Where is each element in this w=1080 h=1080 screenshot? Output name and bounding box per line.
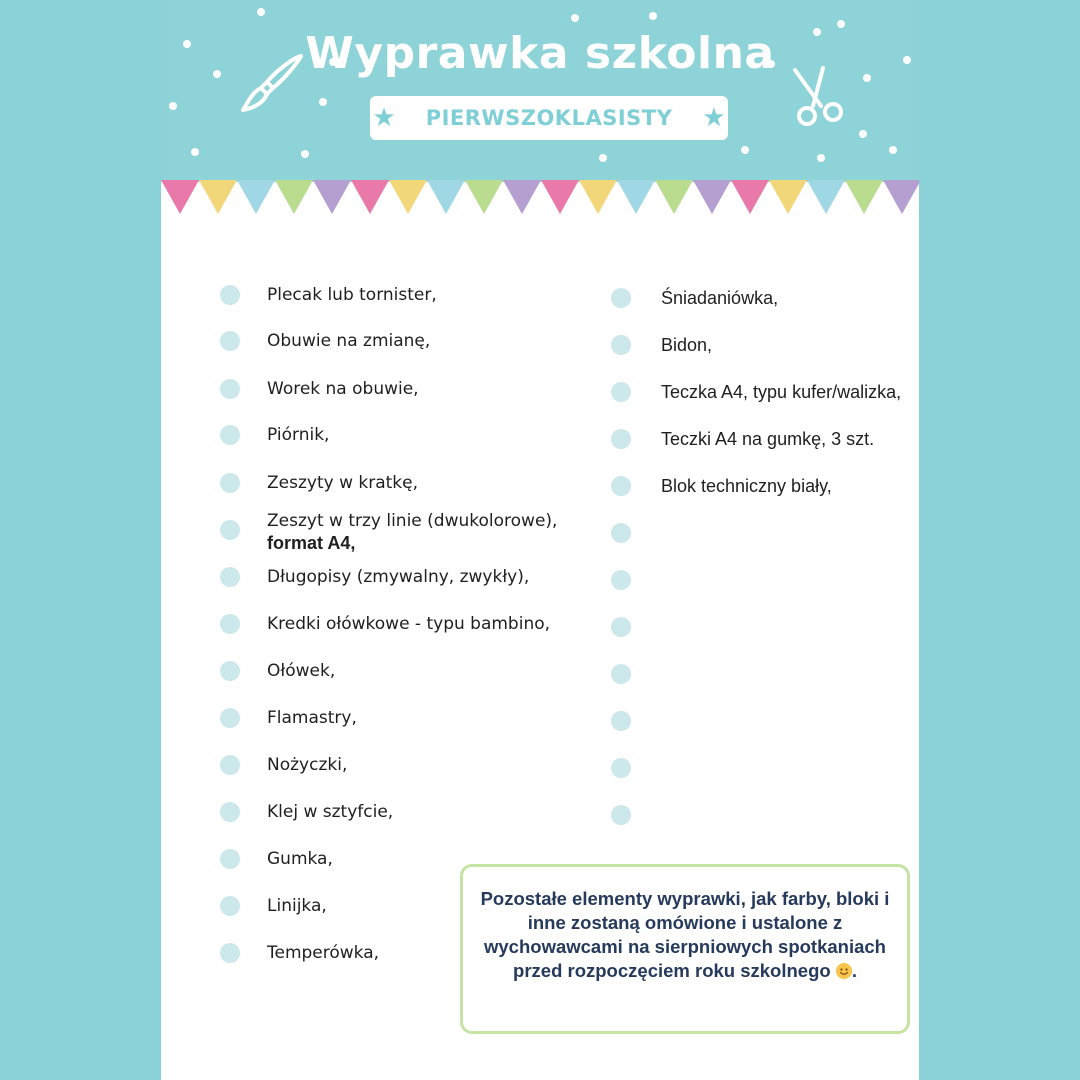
header-banner [161,0,919,182]
confetti-dot [741,146,749,154]
bunting-flag [807,180,845,214]
bunting-flag [655,180,693,214]
list-item-label: Nożyczki, [267,755,348,775]
bunting-flag [237,180,275,214]
bunting-flag [617,180,655,214]
bunting-flag [351,180,389,214]
checkbox-circle[interactable] [220,896,240,916]
list-item-label: Gumka, [267,849,333,869]
checkbox-circle[interactable] [220,802,240,822]
subtitle-banner [370,96,728,140]
list-item-line-bold: format A4, [267,533,356,553]
note-text [477,887,893,983]
bunting-flag [845,180,883,214]
checkbox-circle[interactable] [220,661,240,681]
checkbox-circle[interactable] [611,523,631,543]
checkbox-circle[interactable] [611,335,631,355]
list-item-label: Ołówek, [267,661,336,681]
bunting-flag [275,180,313,214]
bunting-decoration [161,180,919,216]
bunting-flag [541,180,579,214]
bunting-flag [199,180,237,214]
list-item-label: Długopisy (zmywalny, zwykły), [267,567,530,587]
checkbox-circle[interactable] [611,476,631,496]
bunting-flag [579,180,617,214]
list-item-label: Piórnik, [267,425,330,445]
checkbox-circle[interactable] [611,382,631,402]
bunting-flag [731,180,769,214]
confetti-dot [817,154,825,162]
list-item-label: Worek na obuwie, [267,379,419,399]
checkbox-circle[interactable] [220,379,240,399]
confetti-dot [837,20,845,28]
checkbox-circle[interactable] [220,473,240,493]
note-box [460,864,910,1034]
star-icon: ★ [372,103,396,133]
checkbox-circle[interactable] [611,758,631,778]
checkbox-circle[interactable] [220,567,240,587]
checkbox-circle[interactable] [611,711,631,731]
checkbox-circle[interactable] [611,617,631,637]
checkbox-circle[interactable] [220,285,240,305]
confetti-dot [649,12,657,20]
checkbox-circle[interactable] [220,755,240,775]
checkbox-circle[interactable] [611,570,631,590]
confetti-dot [571,14,579,22]
checkbox-circle[interactable] [220,708,240,728]
list-item-label: Obuwie na zmianę, [267,331,431,351]
confetti-dot [257,8,265,16]
checkbox-circle[interactable] [220,614,240,634]
checkbox-circle[interactable] [220,425,240,445]
checkbox-circle[interactable] [611,429,631,449]
list-item-label: Kredki ołówkowe - typu bambino, [267,614,551,634]
confetti-dot [599,154,607,162]
note-end: . [851,960,857,981]
list-item-label: Teczki A4 na gumkę, 3 szt. [661,429,875,449]
checkbox-circle[interactable] [220,943,240,963]
page-title: Wyprawka szkolna [305,28,775,79]
checkbox-circle[interactable] [220,520,240,540]
list-item-label: Śniadaniówka, [661,288,779,308]
confetti-dot [301,150,309,158]
list-item-label: Bidon, [661,335,713,355]
smiley-icon [836,963,852,979]
checkbox-circle[interactable] [611,288,631,308]
checkbox-circle[interactable] [611,664,631,684]
checkbox-circle[interactable] [611,805,631,825]
bunting-flag [769,180,807,214]
list-item-label: Flamastry, [267,708,357,728]
list-item-label: Temperówka, [267,943,380,963]
checkbox-circle[interactable] [220,849,240,869]
list-item-line: Zeszyt w trzy linie (dwukolorowe), [267,511,558,531]
checklist-sheet [161,0,919,1080]
note-body: Pozostałe elementy wyprawki, jak farby, bloki i inne zostaną omówione i ustalone z wychowawcami na sierpniowych spotkaniach przed rozpoczęciem roku szkolnego [480,888,890,981]
confetti-dot [169,102,177,110]
confetti-dot [191,148,199,156]
bunting-flag [389,180,427,214]
bunting-flag [313,180,351,214]
list-item-label: Plecak lub tornister, [267,285,437,305]
list-item-label: Teczka A4, typu kufer/walizka, [661,382,902,402]
star-icon: ★ [702,103,726,133]
list-item-label: Linijka, [267,896,327,916]
list-item-label: Klej w sztyfcie, [267,802,394,822]
bunting-flag [427,180,465,214]
list-item-label: Blok techniczny biały, [661,476,832,496]
bunting-flag [465,180,503,214]
confetti-dot [889,146,897,154]
list-item-label [267,510,557,554]
checkbox-circle[interactable] [220,331,240,351]
list-item-label: Zeszyty w kratkę, [267,473,419,493]
subtitle: PIERWSZOKLASISTY [425,106,673,130]
confetti-dot [859,130,867,138]
bunting-flag [883,180,919,214]
bunting-flag [693,180,731,214]
bunting-flag [503,180,541,214]
confetti-dot [319,98,327,106]
bunting-flag [161,180,199,214]
